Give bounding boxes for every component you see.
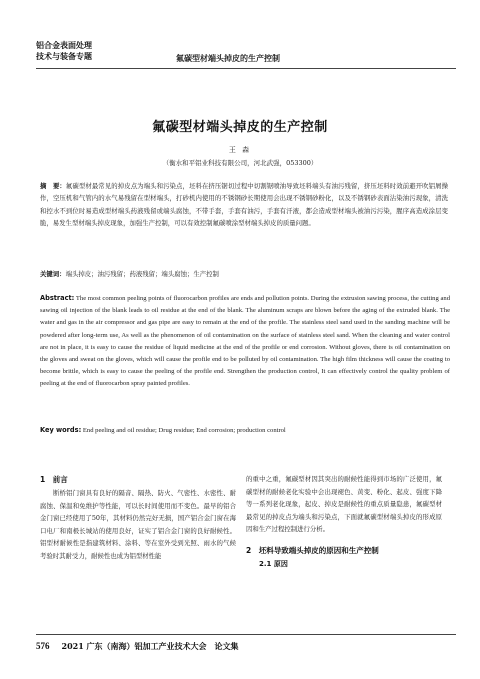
page-number: 576 [36, 641, 50, 651]
keywords-en [40, 424, 450, 437]
running-title: 氟碳型材端头掉皮的生产控制 [176, 54, 280, 63]
journal-section [36, 40, 92, 62]
section-2-1-heading: 2.1 原因 [259, 559, 288, 568]
header-divider [36, 68, 456, 69]
author-name: 王 森 [228, 146, 252, 154]
journal-section-line2: 技术与装备专题 [36, 52, 92, 61]
abstract-en-label: Abstract: [40, 294, 75, 302]
page-footer [36, 641, 239, 652]
section-2-heading: 2 坯料导致端头掉皮的原因和生产控制 [246, 545, 379, 555]
abstract-en-text: The most common peeling points of fluorocarbon profiles are ends and pollution points. During the extrusion sawing process, the cutting and sawing oil injection of the blank leads to oil residue at the end of the blank. The aluminum scraps are blown before the aging of the extruded blank. The water and gas in the air compressor and gas pipe are easy to remain at the end of the profile. The stainless steel sand used in the sanding machine will be powdered after long-term use, As well as the phenomenon of oil contamination on the surface of stainless steel sand. When the cleaning and water control are not in place, it is easy to cause the residue of liquid medicine at the end of the profile or end corrosion. Without gloves, there is oil contamination on the gloves and sweat on the gloves, which will cause the profile end to be polluted by oil contamination. The high film thickness will cause the coating to become brittle, which is easy to cause the peeling of the profile end. Strengthen the production control, It can effectively control the quality problem of peeling at the end of fluorocarbon spray painted profiles. [40, 295, 450, 388]
keywords-cn-text: 端头掉皮；油污残留；药液残留；端头腐蚀；生产控制 [65, 270, 219, 278]
keywords-cn [40, 268, 448, 280]
keywords-cn-label: 关键词： [40, 270, 66, 278]
proceedings-title: 2021 广东（南海）铝加工产业技术大会 论文集 [61, 641, 239, 651]
abstract-cn-text: 氟碳型材最常见的掉皮点为端头和污染点，坯料在挤压锯切过程中切割锯喷油导致坯料端头有油污残留，挤压坯料时效前避开吹铝屑操作，空压机和气管内的水气易残留在型材端头，打砂机内使用的不锈钢砂长期使用会出现不锈钢砂粉化，以及不锈钢砂表面沾染油污现象，清洗和控水不到位时易造成型材端头药液残留或端头腐蚀，不带手套，手套有油污，手套有汗液，都会造成型材端头被油污污染，腥序高造成涂层变脆，易发生型材端头掉皮现象，加强生产控制，可以有效控制氟碳喷涂型材端头掉皮的质量问题。 [40, 182, 449, 228]
section-1-heading: 1 前言 [40, 475, 68, 484]
abstract-cn [40, 180, 448, 230]
abstract-cn-label: 摘 要： [40, 182, 66, 190]
body-column-right [246, 473, 442, 571]
keywords-en-text: End peeling and oil residue; Drug residue; End corrosion; production control [82, 427, 286, 434]
section-1-paragraph: 断桥铝门窗具有良好的隔音、隔热、防火、气密性、水密性、耐腐蚀、保温和免维护等性能，可以长时间使用而不变色。最早的铝合金门窗已经使用了50年，其材料仍然完好无损，国产铝合金门窗在海口电厂和南极长城站的使用良好，证实了铝合金门窗的良好耐候性。铝型材耐候性是指建筑材料、涂料、等在室外受到光照、雨水的气候考验时其耐受力，耐候性也成为铝型材性能 [40, 489, 236, 560]
abstract-en [40, 292, 450, 391]
paper-title: 氟碳型材端头掉皮的生产控制 [152, 120, 328, 135]
footer-divider [36, 634, 456, 635]
body-column-left [40, 473, 236, 563]
author-affiliation: （衡水和平铝业科技有限公司，河北武强，053300） [162, 159, 318, 167]
running-header [36, 40, 456, 74]
section-1-paragraph-continued: 的重中之重，氟碳型材因其突出的耐候性能得到市场的广泛使用，氟碳型材的耐候老化实验中会出现褪色、黄变、粉化、起皮、强度下降等一系列老化现象，起皮、掉皮是耐候性的重点质量隐患，氟碳型材最常见的掉皮点为端头和污染点，下面就氟碳型材端头掉皮的形成原因和生产过程控制进行分析。 [246, 475, 442, 534]
journal-section-line1: 铝合金表面处理 [36, 41, 92, 50]
keywords-en-label: Key words: [40, 426, 82, 434]
